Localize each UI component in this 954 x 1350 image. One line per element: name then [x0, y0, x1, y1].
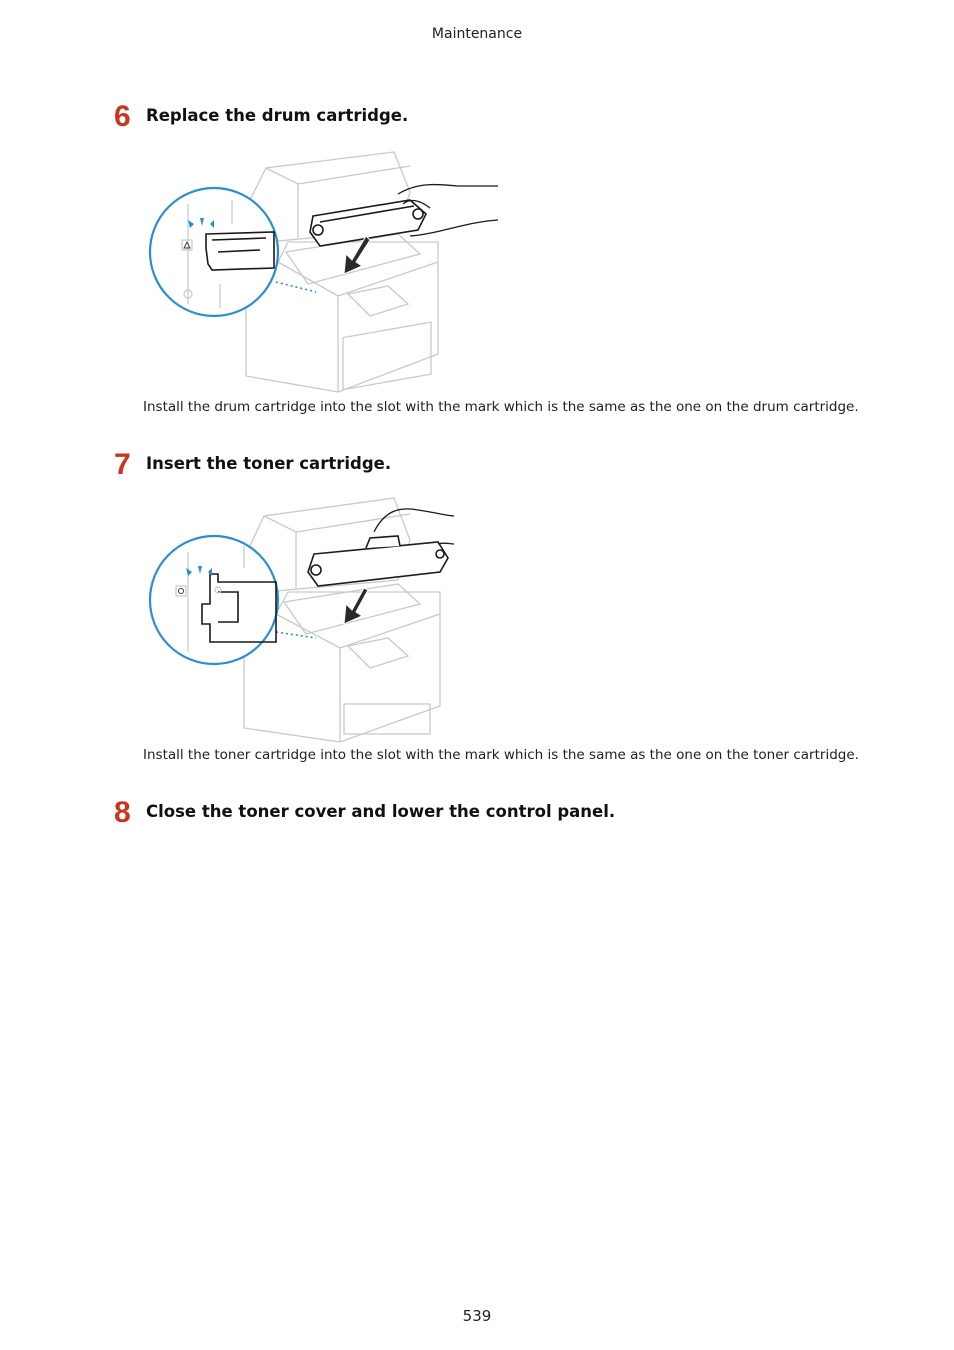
step-number: 7: [114, 448, 130, 481]
drum-cartridge-illustration: [148, 144, 500, 396]
toner-cartridge-illustration: [148, 492, 458, 744]
step-number: 8: [114, 796, 130, 829]
step-title: Insert the toner cartridge.: [146, 454, 392, 473]
page-number: 539: [462, 1307, 492, 1325]
page-header: Maintenance: [431, 26, 523, 42]
step-title: Close the toner cover and lower the control panel.: [146, 802, 616, 821]
step-caption: Install the drum cartridge into the slot with the mark which is the same as the one on the drum cartridge.: [143, 399, 859, 415]
step-caption: Install the toner cartridge into the slot with the mark which is the same as the one on the toner cartridge.: [143, 747, 859, 763]
step-title: Replace the drum cartridge.: [146, 106, 409, 125]
step-number: 6: [114, 100, 130, 133]
